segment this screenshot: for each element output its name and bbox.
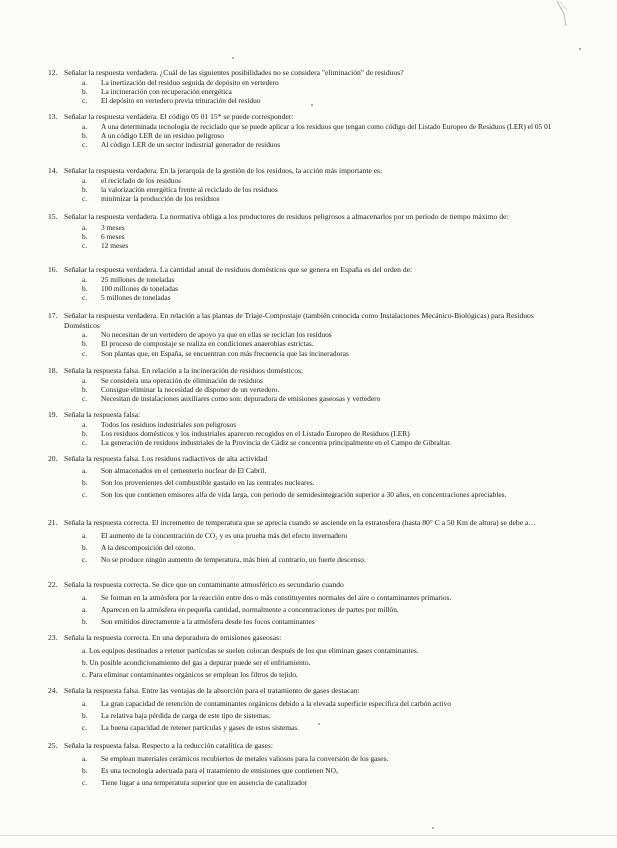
question-14 xyxy=(0,166,617,203)
answer-option xyxy=(0,555,617,564)
question-number: 13. xyxy=(48,112,58,121)
option-text: Se emplean materiales cerámicos recubiertos de metales valiosos para la conversión de los gases. xyxy=(101,753,389,763)
question-number: 21. xyxy=(48,518,58,527)
question-number: 24. xyxy=(48,686,58,695)
option-text: Son los provenientes del combustible gastado en las centrales nucleares. xyxy=(101,477,315,487)
question-19 xyxy=(0,410,617,447)
question-12 xyxy=(0,68,617,105)
option-letter: a. xyxy=(82,274,88,284)
answer-option xyxy=(0,394,617,403)
question-number: 17. xyxy=(48,311,58,320)
question-number: 19. xyxy=(48,410,58,419)
question-number: 15. xyxy=(48,212,58,221)
option-letter: a. xyxy=(82,121,88,131)
answer-option xyxy=(0,194,617,203)
option-letter: c. xyxy=(82,241,88,251)
option-text: La gran capacidad de retención de contaminantes orgánicos debido a la elevada superficie específica del carbón activo xyxy=(101,698,451,708)
question-15 xyxy=(0,212,617,250)
option-letter: a. xyxy=(82,175,88,185)
answer-option xyxy=(0,339,617,348)
answer-option xyxy=(0,284,617,293)
answer-option xyxy=(0,490,617,499)
option-letter: c. xyxy=(82,778,88,788)
question-number: 18. xyxy=(48,366,58,375)
option-text: minimizar la producción de los residuos xyxy=(101,194,220,204)
option-text: El depósito en vertedero previa trituración del residuo xyxy=(101,96,261,106)
option-letter: c. xyxy=(82,555,88,565)
answer-option xyxy=(0,438,617,447)
answer-option xyxy=(0,617,617,626)
option-text: Son almacenados en el cementerio nuclear de El Cabril. xyxy=(101,465,267,475)
option-text: 5 millones de toneladas xyxy=(101,293,171,303)
option-letter: b. xyxy=(82,283,88,293)
answer-option xyxy=(0,420,617,429)
option-text: Son plantas que, en España, se encuentran con más frecuencia que las incineradoras xyxy=(101,348,349,358)
answer-option xyxy=(0,330,617,339)
question-text: Señala la respuesta correcta. El incremento de temperatura que se aprecia cuando se asciende en la estratosfera (hasta 80° C a 50 Km de altura) se debe a… xyxy=(64,518,536,527)
answer-option xyxy=(0,699,617,708)
answer-option xyxy=(0,646,617,655)
answer-option xyxy=(0,87,617,96)
answer-option xyxy=(0,131,617,140)
option-text: La inertización del residuo seguida de depósito en vertedero xyxy=(101,77,279,87)
question-number: 23. xyxy=(48,633,58,642)
answer-option xyxy=(0,531,617,540)
scan-speck xyxy=(579,48,581,50)
answer-option xyxy=(0,593,617,602)
option-text: el reciclado de los residuos xyxy=(101,175,182,185)
answer-option xyxy=(0,711,617,720)
option-letter: a. xyxy=(82,465,88,475)
option-letter: a. xyxy=(82,330,88,340)
option-letter: b. xyxy=(82,384,88,394)
option-text: Necesitan de instalaciones auxiliares como son: depuradora de emisiones gaseosas y vertedero xyxy=(101,394,381,404)
answer-option xyxy=(0,723,617,732)
question-text: Señalar la respuesta verdadera. En relación a las plantas de Triaje-Compostaje (también conocida como Instalaciones Mecánico-Biológicas) para Residuos Domésticos xyxy=(64,311,534,330)
option-letter: a. xyxy=(82,222,88,232)
answer-option xyxy=(0,778,617,787)
question-23 xyxy=(0,633,617,679)
option-text: Al código LER de un sector industrial generador de residuos xyxy=(101,140,281,150)
question-21 xyxy=(0,518,617,564)
option-letter: a. xyxy=(82,604,88,614)
answer-option xyxy=(0,543,617,552)
option-text: No se produce ningún aumento de temperatura, más bien al contrario, un fuerte descenso. xyxy=(101,555,366,565)
option-letter: c. xyxy=(82,394,88,404)
question-18 xyxy=(0,366,617,403)
option-letter: b. xyxy=(82,477,88,487)
answer-option xyxy=(0,754,617,763)
answer-option xyxy=(0,385,617,394)
option-text: b. Un posible acondicionamiento del gas a depurar puede ser el enfriamiento. xyxy=(82,657,311,667)
option-letter: a. xyxy=(82,77,88,87)
answer-option xyxy=(0,658,617,667)
answer-option xyxy=(0,275,617,284)
option-text: A la descomposición del ozono. xyxy=(101,542,196,552)
question-number: 16. xyxy=(48,265,58,274)
answer-option xyxy=(0,376,617,385)
question-text: Señala la respuesta falsa. Los residuos radiactivos de alta actividad xyxy=(64,454,268,463)
option-text: Los residuos domésticos y los industriales aparecen recogidos en el Listado Europeo de Residuos (LER) xyxy=(101,428,410,438)
option-letter: b. xyxy=(82,542,88,552)
question-number: 14. xyxy=(48,166,58,175)
option-letter: c. xyxy=(82,293,88,303)
answer-option xyxy=(0,223,617,232)
option-letter: a. xyxy=(82,753,88,763)
question-text: Señalar la respuesta verdadera. La cantidad anual de residuos domésticos que se genera en España es del orden de: xyxy=(64,265,413,274)
scan-speck xyxy=(432,827,434,829)
answer-option xyxy=(0,122,617,131)
question-text: Señalar la respuesta verdadera. La normativa obliga a los productores de residuos peligrosos a almacenarlos por un periodo de tiempo máximo de: xyxy=(64,212,509,221)
answer-option xyxy=(0,140,617,149)
option-letter: c. xyxy=(82,348,88,358)
option-letter: c. xyxy=(82,194,88,204)
option-letter: c. xyxy=(82,438,88,448)
question-text: Señala la respuesta correcta. En una depuradora de emisiones gaseosas: xyxy=(64,633,282,642)
question-13 xyxy=(0,112,617,149)
option-text: La relativa baja pérdida de carga de este tipo de sistemas. xyxy=(101,710,271,720)
option-letter: b. xyxy=(82,231,88,241)
question-17 xyxy=(0,311,617,358)
option-text: No necesitan de un vertedero de apoyo ya que en ellas se reciclan los residuos xyxy=(101,330,332,340)
question-number: 20. xyxy=(48,454,58,463)
answer-option xyxy=(0,232,617,241)
answer-option xyxy=(0,293,617,302)
option-letter: a. xyxy=(82,419,88,429)
question-text: Señalar la respuesta verdadera. El código 05 01 15* se puede corresponder: xyxy=(64,112,294,121)
option-letter: c. xyxy=(82,723,88,733)
question-number: 25. xyxy=(48,741,58,750)
question-text: Señala la respuesta correcta. Se dice que un contaminante atmosférico es secundario cuando xyxy=(64,580,344,589)
option-letter: b. xyxy=(82,184,88,194)
question-text: Señala la respuesta falsa: xyxy=(64,410,141,419)
answer-option xyxy=(0,96,617,105)
option-text: 6 meses xyxy=(101,231,125,241)
option-letter: a. xyxy=(82,530,88,540)
option-text: Es una tecnología adecuada para el tratamiento de emisiones que contienen NOₓ xyxy=(101,765,339,775)
answer-option xyxy=(0,478,617,487)
question-25 xyxy=(0,741,617,787)
answer-option xyxy=(0,766,617,775)
answer-option xyxy=(0,605,617,614)
option-text: la valorización energética frente al reciclado de los residuos xyxy=(101,184,278,194)
option-text: Se forman en la atmósfera por la reacción entre dos o más constituyentes normales del aire o contaminantes primarios. xyxy=(101,592,452,602)
option-letter: c. xyxy=(82,490,88,500)
option-letter: b. xyxy=(82,339,88,349)
option-text: 25 millones de toneladas xyxy=(101,274,175,284)
answer-option xyxy=(0,349,617,358)
option-letter: b. xyxy=(82,710,88,720)
scan-artifact-mark-icon xyxy=(555,0,579,28)
option-letter: b. xyxy=(82,765,88,775)
answer-option xyxy=(0,241,617,250)
option-letter: c. xyxy=(82,96,88,106)
answer-option xyxy=(0,670,617,679)
option-text: c. Para eliminar contaminantes orgánicos se emplean los filtros de tejido. xyxy=(82,670,298,680)
option-text: La buena capacidad de retener partículas y gases de estos sistemas. xyxy=(101,723,300,733)
option-text: La incineración con recuperación energética xyxy=(101,86,232,96)
option-text: 100 millones de toneladas xyxy=(101,283,178,293)
question-number: 12. xyxy=(48,68,58,77)
option-text: Tiene lugar a una temperatura superior que en ausencia de catalizador xyxy=(101,778,308,788)
question-16 xyxy=(0,265,617,302)
answer-option xyxy=(0,185,617,194)
option-letter: c. xyxy=(82,140,88,150)
option-text: La generación de residuos industriales de la Provincia de Cádiz se concentra principalmente en el Campo de Gibraltar. xyxy=(101,438,452,448)
question-text: Señala la respuesta falsa. En relación a la incineración de residuos domésticos: xyxy=(64,366,304,375)
question-22 xyxy=(0,580,617,626)
option-letter: a. xyxy=(82,698,88,708)
option-text: Consigue eliminar la necesidad de disponer de un vertedero. xyxy=(101,384,280,394)
option-text: Todos los residuos industriales son peligrosos xyxy=(101,419,237,429)
option-text: A un código LER de un residuo peligroso xyxy=(101,130,224,140)
option-letter: b. xyxy=(82,130,88,140)
option-text: Se considera una operación de eliminación de residuos xyxy=(101,375,263,385)
answer-option xyxy=(0,429,617,438)
option-text: Son emitidos directamente a la atmósfera desde los focos contaminantes xyxy=(101,617,315,627)
question-20 xyxy=(0,454,617,499)
question-text: Señala la respuesta falsa. Entre las ventajas de la absorción para el tratamiento de gases destacan: xyxy=(64,686,360,695)
page-edge-line xyxy=(0,835,617,836)
question-text: Señalar la respuesta verdadera. ¿Cuál de las siguientes posibilidades no se considera "eliminación" de residuos? xyxy=(64,68,404,77)
answer-option xyxy=(0,78,617,87)
answer-option xyxy=(0,176,617,185)
option-letter: b. xyxy=(82,428,88,438)
option-text: 3 meses xyxy=(101,222,125,232)
option-text: El aumento de la concentración de CO₂ y es una prueba más del efecto invernadero xyxy=(101,530,348,540)
question-24 xyxy=(0,686,617,732)
option-text: El proceso de compostaje se realiza en condiciones anaerobias estrictas. xyxy=(101,339,314,349)
answer-option xyxy=(0,466,617,475)
question-number: 22. xyxy=(48,580,58,589)
option-text: Son los que contienen emisores alfa de vida larga, con periodo de semidesintegración superior a 30 años, en concentraciones apreciables. xyxy=(101,490,507,500)
option-letter: b. xyxy=(82,617,88,627)
question-text: Señalar la respuesta verdadera. En la jerarquía de la gestión de los residuos, la acción más importante es: xyxy=(64,166,383,175)
option-letter: b. xyxy=(82,86,88,96)
scan-speck xyxy=(232,57,234,59)
option-text: Aparecen en la atmósfera en pequeña cantidad, normalmente a concentraciones de partes por millón. xyxy=(101,604,399,614)
option-text: A una determinada tecnología de reciclado que se puede aplicar a los residuos que tengan como código del Listado Europeo de Residuos (LER) el 05 01 xyxy=(101,121,552,131)
question-text: Señala la respuesta falsa. Respecto a la reducción catalítica de gases: xyxy=(64,741,273,750)
option-letter: a. xyxy=(82,592,88,602)
option-letter: a. xyxy=(82,375,88,385)
option-text: 12 meses xyxy=(101,241,129,251)
option-text: a. Los equipos destinados a retener partículas se suelen colocan después de los que eliminan gases contaminantes. xyxy=(82,645,419,655)
